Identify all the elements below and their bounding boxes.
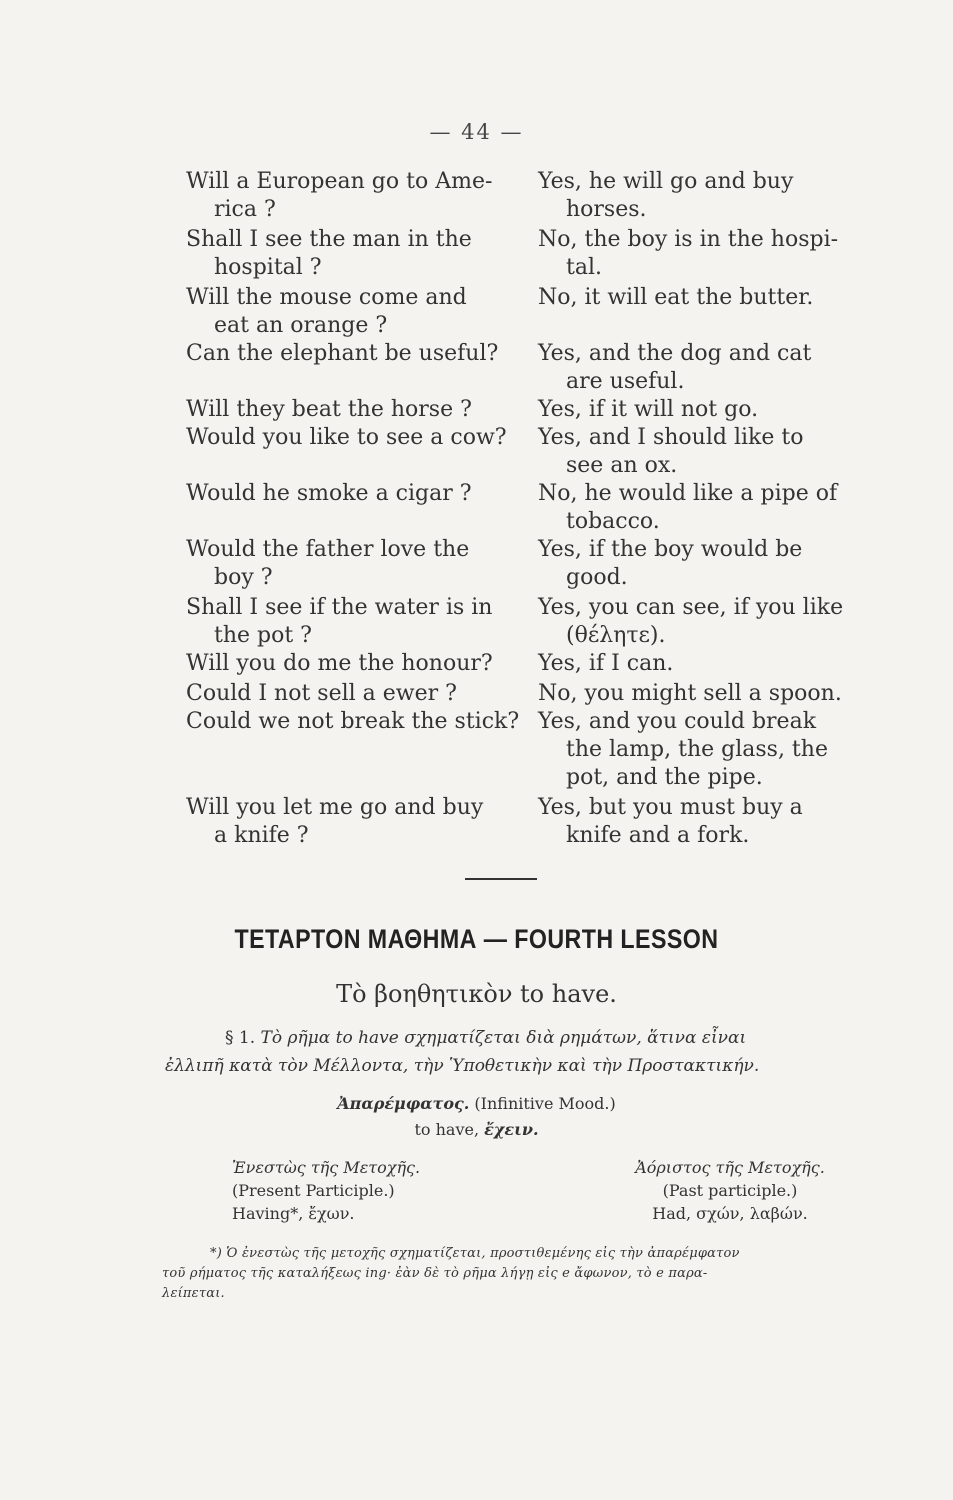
- question: [186, 168, 521, 224]
- question-line: Would you like to see a cow?: [186, 425, 507, 450]
- answer-line: the lamp, the glass, the: [566, 737, 828, 762]
- answer-line: knife and a fork.: [566, 823, 750, 848]
- answer-line: (θέλητε).: [566, 623, 666, 648]
- answer-line: Yes, if it will not go.: [538, 397, 759, 422]
- infinitive-form-greek: ἔχειν.: [484, 1120, 539, 1139]
- section-marker: § 1.: [225, 1028, 256, 1048]
- question: [186, 650, 521, 678]
- question: [186, 594, 521, 650]
- answer-line: good.: [566, 565, 628, 590]
- infinitive-form: [0, 1120, 953, 1139]
- footnote-line: λείπεται.: [162, 1286, 225, 1301]
- answer: [538, 650, 868, 678]
- answer-line: Yes, he will go and buy: [538, 169, 794, 194]
- answer-line: No, you might sell a spoon.: [538, 681, 842, 706]
- question-line: Could we not break the stick?: [186, 709, 520, 734]
- question: [186, 424, 521, 452]
- question-line: Will the mouse come and: [186, 285, 467, 310]
- answer-line: tal.: [566, 255, 602, 280]
- past-participle-english: (Past participle.): [662, 1181, 798, 1200]
- question-line: Will you do me the honour?: [186, 651, 493, 676]
- question: [186, 708, 521, 736]
- infinitive-label: [0, 1094, 953, 1113]
- question-line: Shall I see the man in the: [186, 227, 472, 252]
- answer-line: see an ox.: [566, 453, 678, 478]
- question-line: Would he smoke a cigar ?: [186, 481, 472, 506]
- paragraph-line: Τὸ ρῆμα to have σχηματίζεται διὰ ρημάτων, ἅτινα εἶναι: [260, 1028, 747, 1048]
- answer-line: horses.: [566, 197, 647, 222]
- answer: [538, 284, 868, 312]
- question-line: eat an orange ?: [214, 313, 388, 338]
- answer-line: Yes, if the boy would be: [538, 537, 803, 562]
- answer-line: Yes, and you could break: [538, 709, 817, 734]
- answer: [538, 680, 868, 708]
- answer-line: No, the boy is in the hospi-: [538, 227, 839, 252]
- past-participle: [600, 1156, 860, 1225]
- answer: [538, 340, 868, 396]
- answer: [538, 424, 868, 480]
- answer-line: Yes, but you must buy a: [538, 795, 803, 820]
- question: [186, 680, 521, 708]
- question-line: a knife ?: [214, 823, 309, 848]
- present-participle: [232, 1156, 482, 1225]
- question: [186, 794, 521, 850]
- question-line: Would the father love the: [186, 537, 470, 562]
- answer-line: No, it will eat the butter.: [538, 285, 814, 310]
- infinitive-english: (Infinitive Mood.): [474, 1094, 616, 1113]
- answer-line: Yes, and the dog and cat: [538, 341, 812, 366]
- question: [186, 396, 521, 424]
- question: [186, 536, 521, 592]
- answer-line: tobacco.: [566, 509, 660, 534]
- present-participle-english: (Present Participle.): [232, 1181, 395, 1200]
- answer: [538, 226, 868, 282]
- section-divider: [465, 878, 537, 880]
- answer-line: pot, and the pipe.: [566, 765, 763, 790]
- question-line: the pot ?: [214, 623, 312, 648]
- question-line: rica ?: [214, 197, 276, 222]
- footnote: [162, 1244, 870, 1304]
- answer: [538, 396, 868, 424]
- question-line: Shall I see if the water is in: [186, 595, 493, 620]
- answer-line: Yes, you can see, if you like: [538, 595, 844, 620]
- question-line: boy ?: [214, 565, 273, 590]
- answer-line: Yes, if I can.: [538, 651, 674, 676]
- paragraph: [165, 1024, 870, 1080]
- paragraph-line: ἐλλιπῆ κατὰ τὸν Μέλλοντα, τὴν Ὑποθετικὴν καὶ τὴν Προστακτικήν.: [165, 1056, 760, 1076]
- lesson-heading: ΤΕΤΑΡΤΟΝ ΜΑΘΗΜΑ — FOURTH LESSON: [234, 924, 719, 954]
- question: [186, 480, 521, 508]
- lesson-subheading: Τὸ βοηθητικὸν to have.: [336, 980, 617, 1008]
- question-line: hospital ?: [214, 255, 322, 280]
- past-participle-form: Had, σχών, λαβών.: [652, 1204, 808, 1223]
- question-line: Will you let me go and buy: [186, 795, 484, 820]
- present-participle-greek: Ἐνεστὼς τῆς Μετοχῆς.: [232, 1158, 421, 1177]
- question: [186, 284, 521, 340]
- answer: [538, 594, 868, 650]
- infinitive-form-english: to have,: [414, 1120, 480, 1139]
- answer: [538, 794, 868, 850]
- footnote-line: τοῦ ρήματος τῆς καταλήξεως ing· ἐὰν δὲ τὸ ρῆμα λήγῃ εἰς e ἄφωνον, τὸ e παρα-: [162, 1266, 708, 1281]
- answer-line: Yes, and I should like to: [538, 425, 804, 450]
- question-line: Could I not sell a ewer ?: [186, 681, 457, 706]
- question-line: Will they beat the horse ?: [186, 397, 472, 422]
- answer: [538, 708, 868, 792]
- question-line: Can the elephant be useful?: [186, 341, 499, 366]
- question: [186, 226, 521, 282]
- answer: [538, 480, 868, 536]
- answer: [538, 536, 868, 592]
- question-line: Will a European go to Ame-: [186, 169, 493, 194]
- answer-line: are useful.: [566, 369, 685, 394]
- question: [186, 340, 521, 368]
- present-participle-form: Having*, ἔχων.: [232, 1204, 355, 1223]
- answer: [538, 168, 868, 224]
- answer-line: No, he would like a pipe of: [538, 481, 838, 506]
- footnote-line: *) Ὁ ἐνεστὼς τῆς μετοχῆς σχηματίζεται, προστιθεμένης εἰς τὴν ἀπαρέμφατον: [210, 1246, 740, 1261]
- past-participle-greek: Ἀόριστος τῆς Μετοχῆς.: [635, 1158, 825, 1177]
- infinitive-greek: Ἀπαρέμφατος.: [337, 1094, 470, 1113]
- page-number: — 44 —: [429, 120, 524, 144]
